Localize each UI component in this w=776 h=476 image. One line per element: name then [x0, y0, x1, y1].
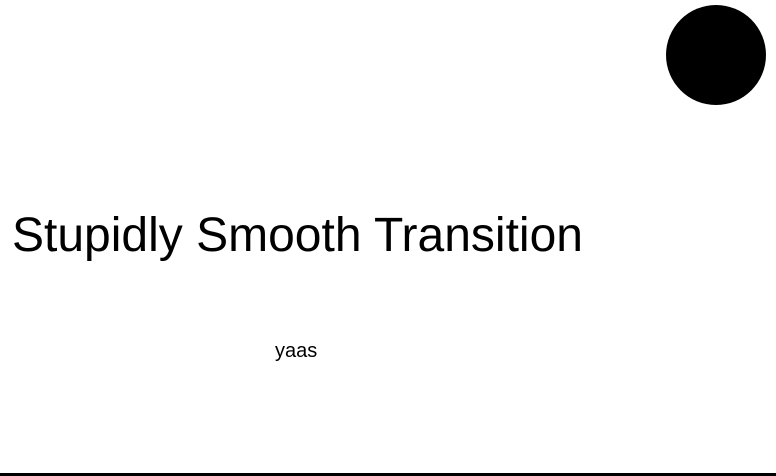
- subtext: yaas: [275, 340, 318, 362]
- black-circle: [666, 5, 766, 105]
- page-title: Stupidly Smooth Transition: [12, 209, 583, 262]
